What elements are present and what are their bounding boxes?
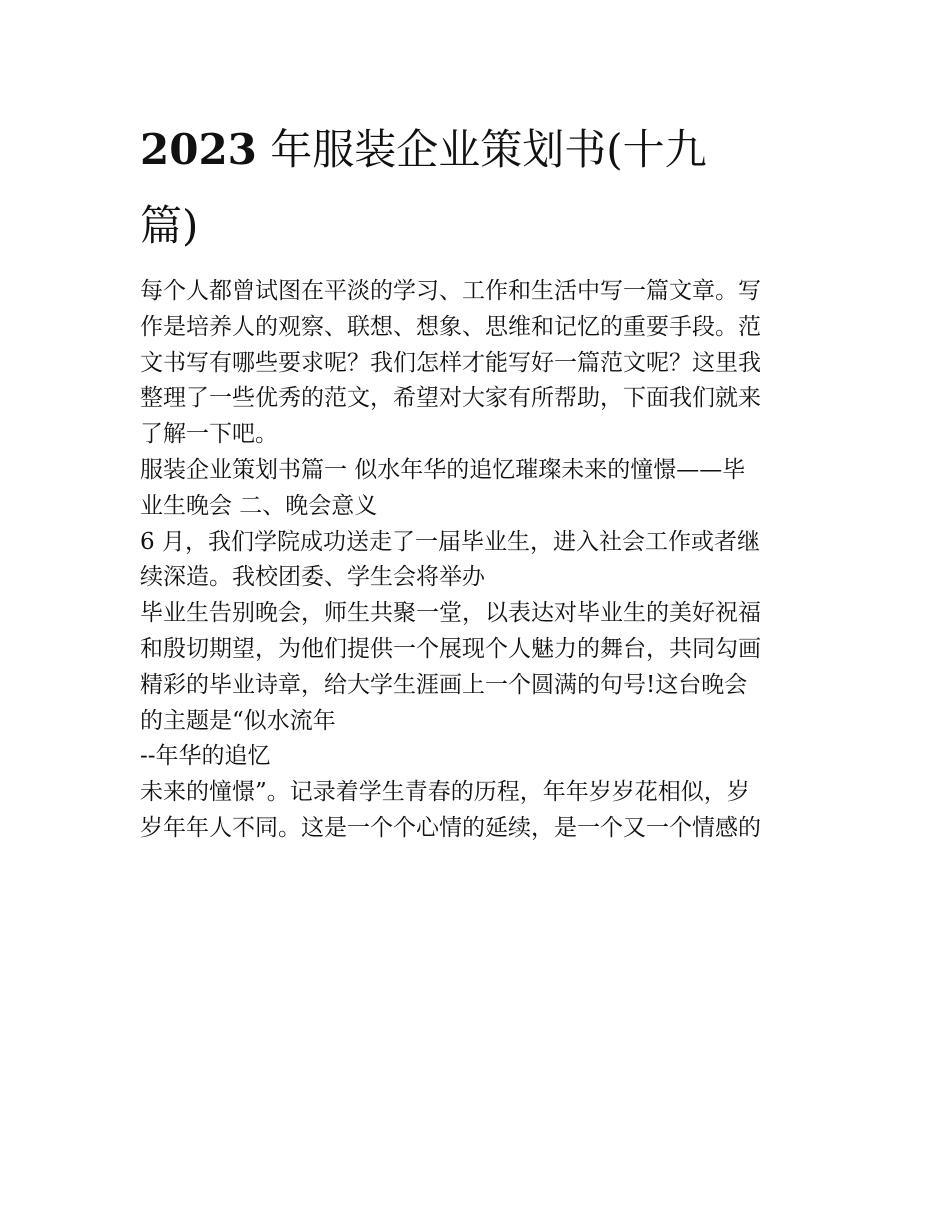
text-line: 的主题是“似水流年 bbox=[140, 707, 336, 734]
text-line: 岁年年人不同。这是一个个心情的延续，是一个又一个情感的 bbox=[140, 814, 761, 841]
document-body bbox=[140, 274, 815, 847]
text-line: 精彩的毕业诗章，给大学生涯画上一个圆满的句号!这台晚会 bbox=[140, 671, 748, 698]
title-year: 2023 bbox=[140, 125, 257, 174]
text-line: 整理了一些优秀的范文，希望对大家有所帮助，下面我们就来 bbox=[140, 385, 761, 412]
document-content bbox=[140, 112, 815, 847]
text-line: 续深造。我校团委、学生会将举办 bbox=[140, 564, 485, 591]
text-line: 未来的憧憬”。记录着学生青春的历程，年年岁岁花相似，岁 bbox=[140, 779, 750, 806]
text-line: 了解一下吧。 bbox=[140, 421, 278, 448]
title-line1-rest: 年服装企业策划书(十九 bbox=[256, 125, 707, 174]
text-line: 毕业生告别晚会，师生共聚一堂，以表达对毕业生的美好祝福 bbox=[140, 600, 761, 627]
text-line: 业生晚会 二、晚会意义 bbox=[140, 492, 378, 519]
text-line: 每个人都曾试图在平淡的学习、工作和生活中写一篇文章。写 bbox=[140, 278, 761, 304]
title-line2: 篇) bbox=[140, 201, 199, 250]
document-title bbox=[140, 112, 815, 264]
text-line: 和殷切期望，为他们提供一个展现个人魅力的舞台，共同勾画 bbox=[140, 635, 761, 662]
text-line: 6 月，我们学院成功送走了一届毕业生，进入社会工作或者继 bbox=[140, 528, 760, 555]
text-line: --年华的追忆 bbox=[140, 743, 271, 770]
text-line: 服装企业策划书篇一 似水年华的追忆璀璨未来的憧憬——毕 bbox=[140, 456, 746, 483]
text-line: 作是培养人的观察、联想、想象、思维和记忆的重要手段。范 bbox=[140, 313, 761, 340]
text-line: 文书写有哪些要求呢？我们怎样才能写好一篇范文呢？这里我 bbox=[140, 349, 761, 376]
